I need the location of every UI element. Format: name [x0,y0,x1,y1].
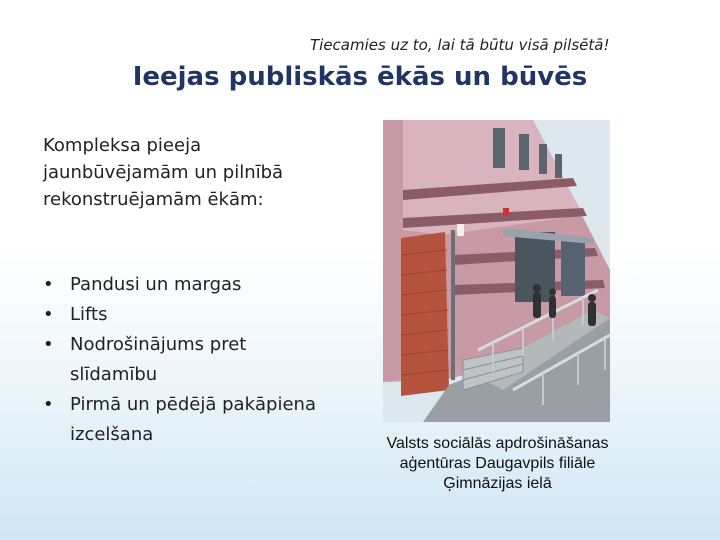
bullet-text: Pirmā un pēdējā pakāpiena [70,394,316,415]
caption-line: Ģimnāzijas ielā [443,475,552,492]
bullet-text-continued: izcelšana [70,424,154,445]
caption-line: aģentūras Daugavpils filiāle [399,455,596,472]
bullet-item [43,270,353,300]
entrance-door [515,232,555,302]
window [493,128,505,168]
intro-text [43,132,343,213]
drainpipe [451,230,455,380]
caption-line: Valsts sociālās apdrošināšanas [386,435,609,452]
bullet-list [43,270,353,450]
bullet-text: Nodrošinājums pret [70,334,247,355]
bullet-item [43,390,353,450]
window [539,144,547,174]
bullet-text: Pandusi un margas [70,274,242,295]
bullet-dot: • [43,274,54,295]
photo-caption [375,434,620,494]
bullet-text: Lifts [70,304,108,325]
intro-line: rekonstruējamām ēkām: [43,189,264,210]
bullet-item [43,300,353,330]
window [555,154,562,178]
tagline: Tiecamies uz to, lai tā būtu visā pilsētā! [310,36,610,54]
red-lamp [503,208,509,216]
bullet-item [43,330,353,390]
bullet-dot: • [43,334,54,355]
bullet-dot: • [43,394,54,415]
intro-line: Kompleksa pieeja [43,135,202,156]
intro-line: jaunbūvējamām un pilnībā [43,162,284,183]
building-entrance-photo-illustration [383,120,610,422]
bullet-text-continued: slīdamību [70,364,158,385]
entrance-door [561,240,585,296]
wall-sign [457,224,464,236]
building-photo [383,120,610,422]
slide-title: Ieejas publiskās ēkās un būvēs [132,62,588,92]
bullet-dot: • [43,304,54,325]
window [519,134,529,170]
